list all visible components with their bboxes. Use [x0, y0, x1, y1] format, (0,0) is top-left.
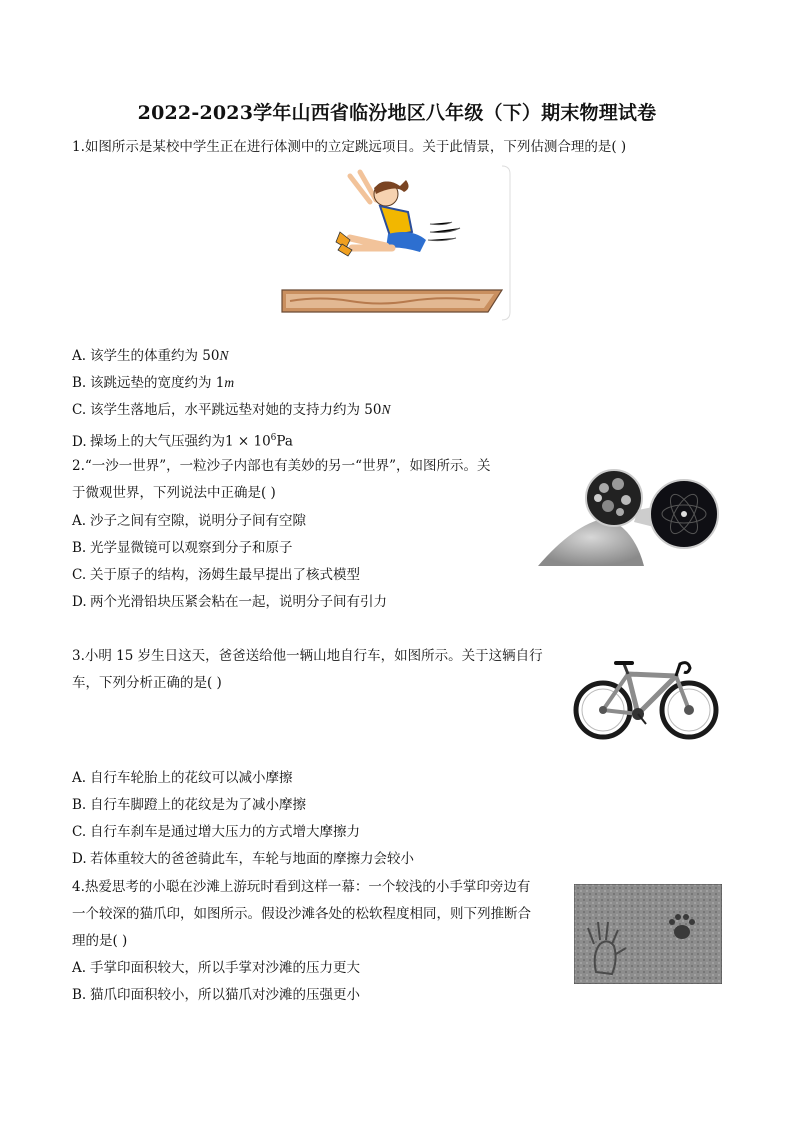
q3-option-b[interactable]: B. 自行车脚蹬上的花纹是为了减小摩擦	[72, 797, 306, 813]
q1-long-jump-figure	[280, 162, 512, 322]
q3-option-d[interactable]: D. 若体重较大的爸爸骑此车，车轮与地面的摩擦力会较小	[72, 851, 414, 867]
q2-option-d[interactable]: D. 两个光滑铅块压紧会粘在一起，说明分子间有引力	[72, 594, 387, 610]
bicycle-illustration	[572, 654, 722, 746]
q4-stem-line-3: 理的是( )	[72, 933, 128, 949]
q4-option-a[interactable]: A. 手掌印面积较大，所以手掌对沙滩的压力更大	[72, 960, 360, 976]
q4-option-b[interactable]: B. 猫爪印面积较小，所以猫爪对沙滩的压强更小	[72, 987, 360, 1003]
q2-option-b[interactable]: B. 光学显微镜可以观察到分子和原子	[72, 540, 293, 556]
q4-sand-prints-figure	[574, 884, 722, 984]
q3-stem-line-1: 3.小明 15 岁生日这天，爸爸送给他一辆山地自行车，如图所示。关于这辆自行	[72, 648, 543, 664]
q4-stem-line-1: 4.热爱思考的小聪在沙滩上游玩时看到这样一幕：一个较浅的小手掌印旁边有	[72, 879, 531, 895]
q1-option-c[interactable]: C. 该学生落地后，水平跳远垫对她的支持力约为 50N	[72, 402, 391, 418]
q1-stem: 1.如图所示是某校中学生正在进行体测中的立定跳远项目。关于此情景，下列估测合理的是( )	[72, 139, 627, 155]
q1-option-b[interactable]: B. 该跳远垫的宽度约为 1m	[72, 375, 235, 391]
q2-option-a[interactable]: A. 沙子之间有空隙，说明分子间有空隙	[72, 513, 306, 529]
long-jump-illustration	[280, 162, 512, 322]
sand-microworld-illustration	[534, 466, 724, 572]
q2-option-c[interactable]: C. 关于原子的结构，汤姆生最早提出了核式模型	[72, 567, 360, 583]
page-title: 2022-2023学年山西省临汾地区八年级（下）期末物理试卷	[137, 102, 657, 124]
q3-stem-line-2: 车，下列分析正确的是( )	[72, 675, 222, 691]
q3-option-a[interactable]: A. 自行车轮胎上的花纹可以减小摩擦	[72, 770, 293, 786]
hand-and-paw-print-illustration	[574, 884, 722, 984]
q1-option-d[interactable]: D. 操场上的大气压强约为$1 \times 10^6Pa$	[72, 433, 293, 450]
q4-stem-line-2: 一个较深的猫爪印，如图所示。假设沙滩各处的松软程度相同，则下列推断合	[72, 906, 531, 922]
q2-sand-microscope-figure	[534, 466, 724, 572]
q2-stem-line-1: 2.“一沙一世界”，一粒沙子内部也有美妙的另一“世界”，如图所示。关	[72, 458, 491, 474]
q1-option-a[interactable]: A. 该学生的体重约为 50N	[72, 348, 229, 364]
q3-option-c[interactable]: C. 自行车刹车是通过增大压力的方式增大摩擦力	[72, 824, 360, 840]
q3-bicycle-figure	[572, 654, 722, 746]
q2-stem-line-2: 于微观世界，下列说法中正确是( )	[72, 485, 276, 501]
